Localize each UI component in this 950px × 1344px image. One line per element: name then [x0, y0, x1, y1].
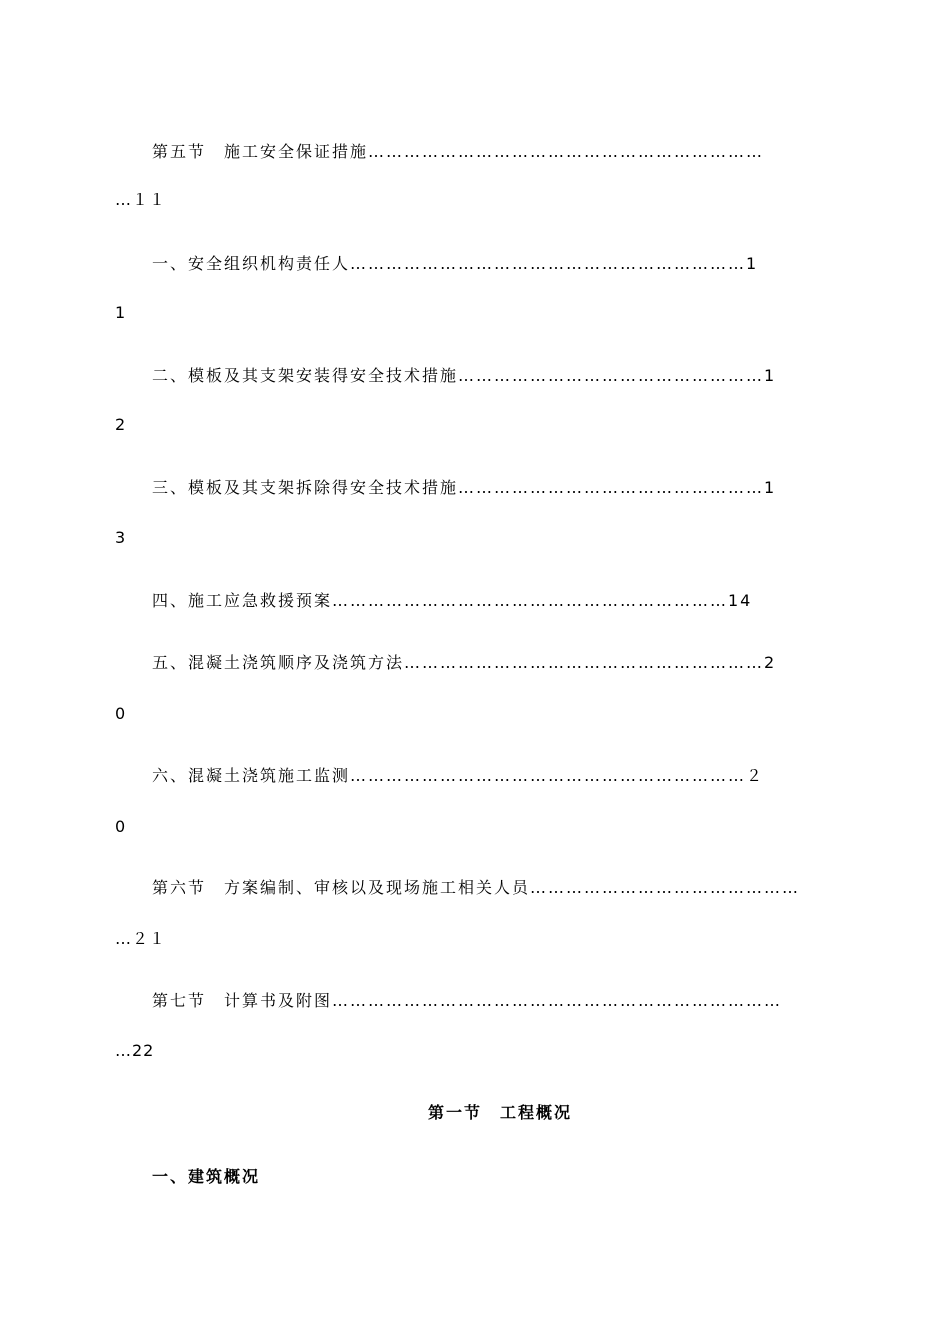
toc-entry-page-number: 1	[115, 303, 127, 322]
toc-entry-page-number: 0	[115, 817, 127, 836]
toc-entry-formwork-installation-safety: 二、模板及其支架安装得安全技术措施……………………………………………1	[152, 366, 777, 385]
toc-entry-page-number: 2	[115, 415, 127, 434]
toc-entry-page-number: …１１	[115, 190, 167, 209]
subsection-title: 一、建筑概况	[152, 1167, 261, 1186]
toc-entry-page-number: …22	[115, 1041, 155, 1060]
toc-entry-concrete-monitoring: 六、混凝土浇筑施工监测…………………………………………………………２	[152, 766, 765, 785]
toc-entry-page-number: …２１	[115, 929, 167, 948]
toc-entry-page-number: 0	[115, 704, 127, 723]
toc-entry-safety-organization: 一、安全组织机构责任人…………………………………………………………1	[152, 254, 759, 273]
toc-entry-section-5: 第五节 施工安全保证措施…………………………………………………………	[152, 142, 765, 161]
toc-entry-formwork-removal-safety: 三、模板及其支架拆除得安全技术措施……………………………………………1	[152, 478, 777, 497]
toc-entry-section-7: 第七节 计算书及附图…………………………………………………………………	[152, 991, 783, 1010]
toc-entry-page-number: 3	[115, 528, 127, 547]
toc-entry-section-6: 第六节 方案编制、审核以及现场施工相关人员………………………………………	[152, 878, 801, 897]
toc-entry-emergency-rescue-plan: 四、施工应急救援预案…………………………………………………………14	[152, 591, 753, 610]
section-title: 第一节 工程概况	[427, 1103, 572, 1122]
toc-entry-concrete-pouring-sequence: 五、混凝土浇筑顺序及浇筑方法……………………………………………………2	[152, 653, 777, 672]
